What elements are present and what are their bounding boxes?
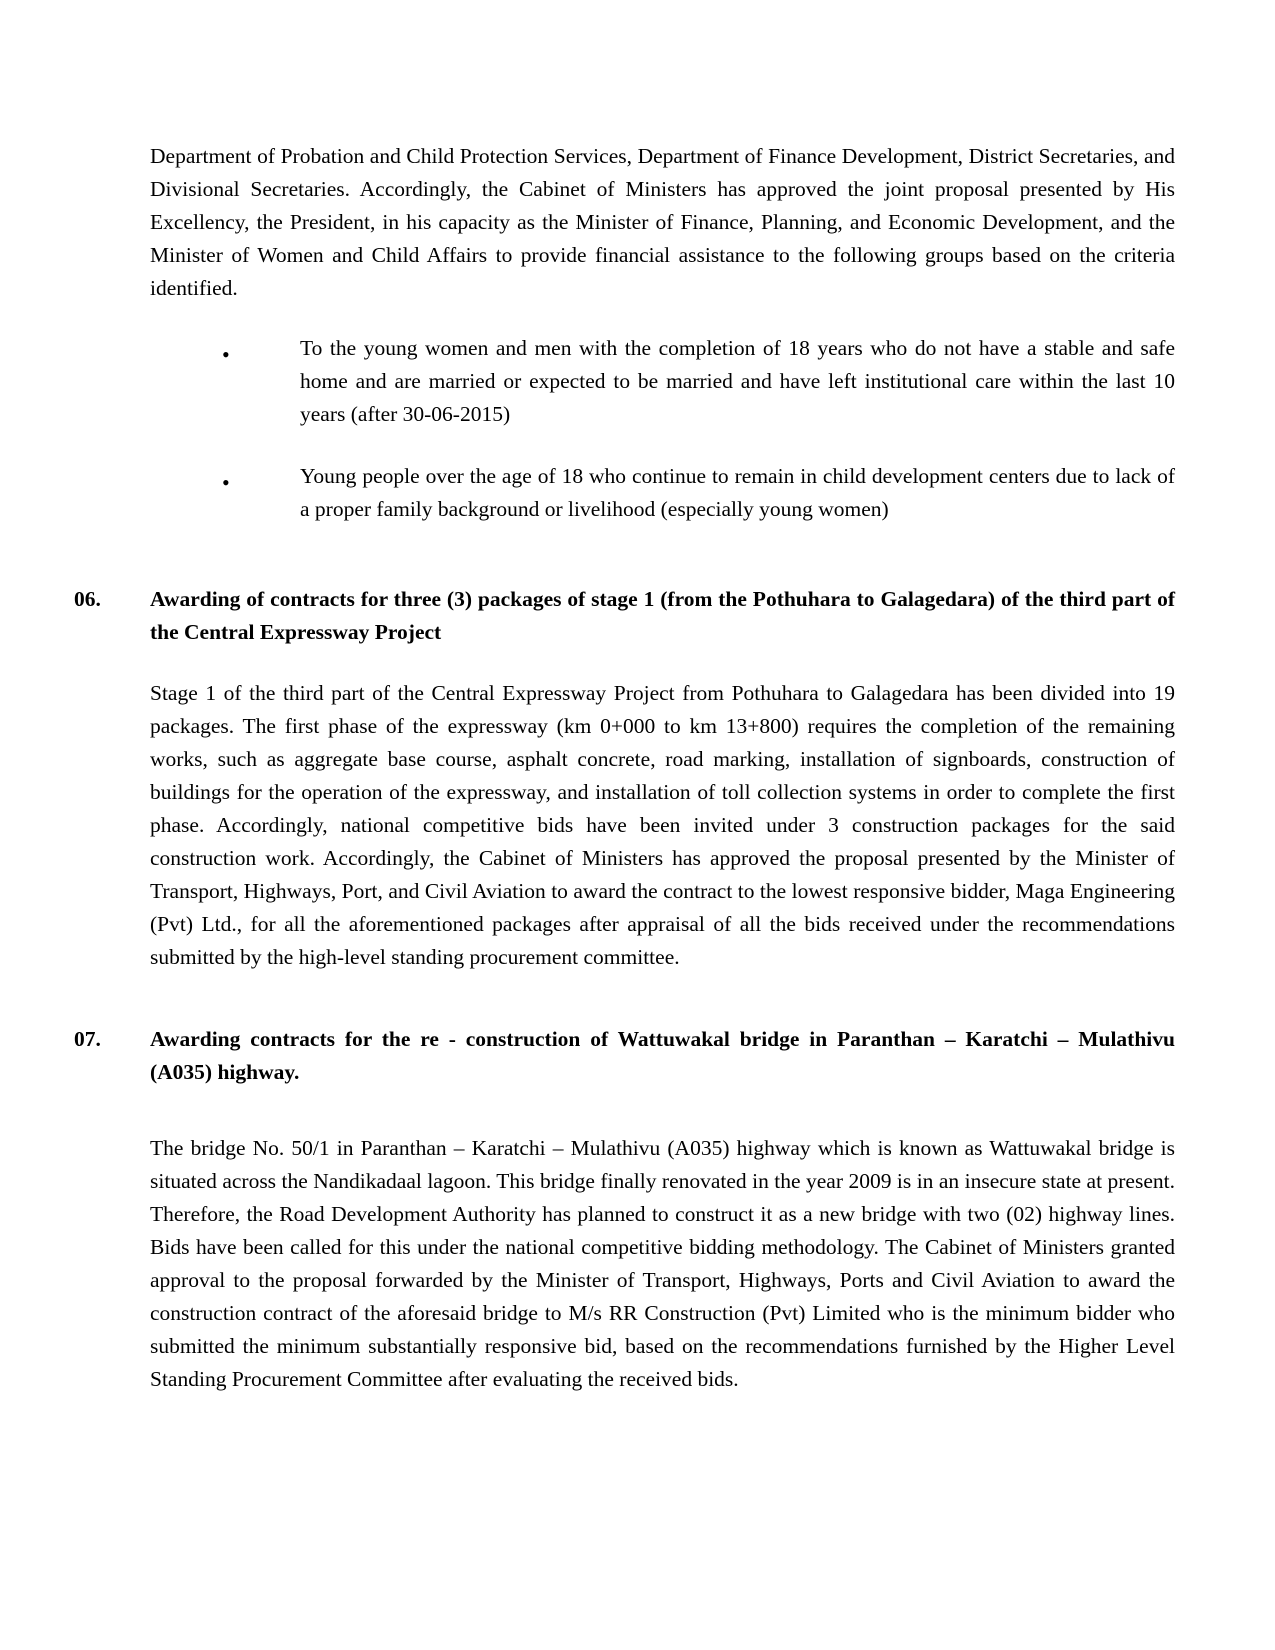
bullet-text-2: Young people over the age of 18 who continue to remain in child development centers due to lack of a proper family background or livelihood (especially young women) [300,464,1175,521]
section-title-07: Awarding contracts for the re - construction of Wattuwakal bridge in Paranthan – Karatchi – Mulathivu (A035) highway. [150,1027,1175,1084]
bullet-icon: • [222,342,230,367]
bullet-icon: • [222,470,230,495]
section-number-06: 06. [74,587,101,611]
section-number-07: 07. [74,1027,101,1051]
section-title-06: Awarding of contracts for three (3) packages of stage 1 (from the Pothuhara to Galagedara) of the third part of the Central Expressway Project [150,587,1175,644]
intro-paragraph: Department of Probation and Child Protection Services, Department of Finance Development, District Secretaries, and Divisional Secretaries. Accordingly, the Cabinet of Ministers has approved the joint proposal presented by His Excellency, the President, in his capacity as the Minister of Finance, Planning, and Economic Development, and the Minister of Women and Child Affairs to provide financial assistance to the following groups based on the criteria identified. [150,144,1175,300]
bullet-text-1: To the young women and men with the completion of 18 years who do not have a stable and safe home and are married or expected to be married and have left institutional care within the last 10 years (after 30-06-2015) [300,336,1175,426]
section-body-06: Stage 1 of the third part of the Central Expressway Project from Pothuhara to Galagedara has been divided into 19 packages. The first phase of the expressway (km 0+000 to km 13+800) requires the completion of the remaining works, such as aggregate base course, asphalt concrete, road marking, installation of signboards, construction of buildings for the operation of the expressway, and installation of toll collection systems in order to complete the first phase. Accordingly, national competitive bids have been invited under 3 construction packages for the said construction work. Accordingly, the Cabinet of Ministers has approved the proposal presented by the Minister of Transport, Highways, Port, and Civil Aviation to award the contract to the lowest responsive bidder, Maga Engineering (Pvt) Ltd., for all the aforementioned packages after appraisal of all the bids received under the recommendations submitted by the high-level standing procurement committee. [150,681,1175,969]
section-body-07: The bridge No. 50/1 in Paranthan – Karatchi – Mulathivu (A035) highway which is known as Wattuwakal bridge is situated across the Nandikadaal lagoon. This bridge finally renovated in the year 2009 is in an insecure state at present. Therefore, the Road Development Authority has planned to construct it as a new bridge with two (02) highway lines. Bids have been called for this under the national competitive bidding methodology. The Cabinet of Ministers granted approval to the proposal forwarded by the Minister of Transport, Highways, Ports and Civil Aviation to award the construction contract of the aforesaid bridge to M/s RR Construction (Pvt) Limited who is the minimum bidder who submitted the minimum substantially responsive bid, based on the recommendations furnished by the Higher Level Standing Procurement Committee after evaluating the received bids. [150,1136,1175,1391]
